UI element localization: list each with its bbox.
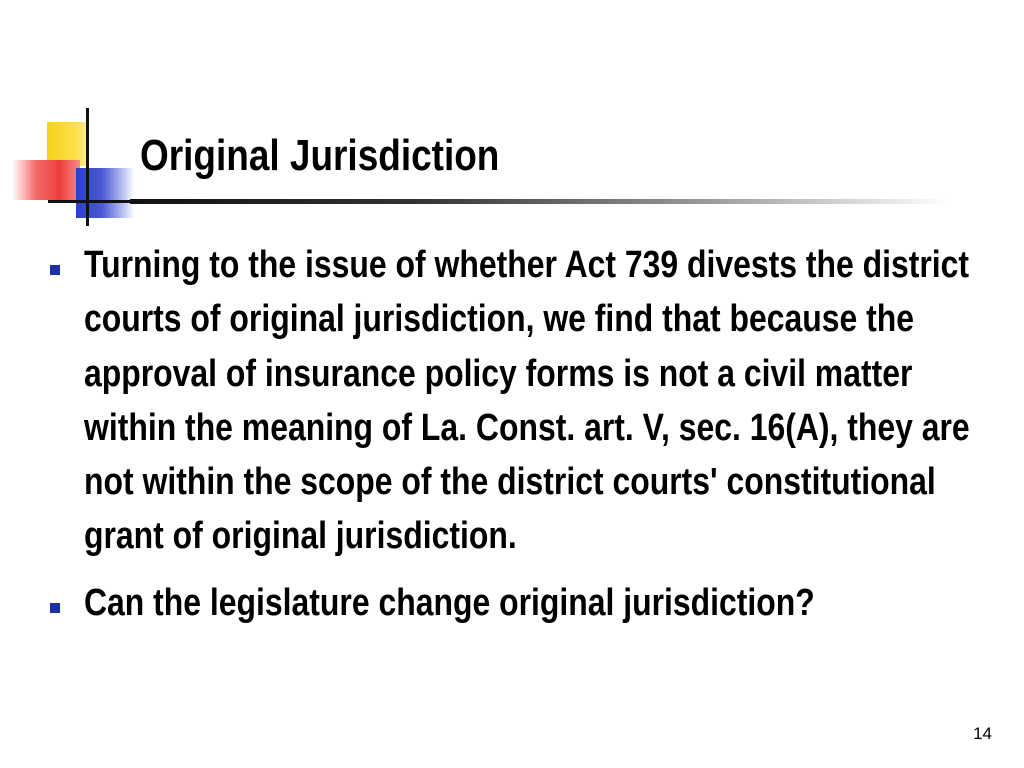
square-bullet-icon	[50, 265, 60, 275]
bullet-item	[42, 238, 982, 564]
bullet-item	[42, 576, 982, 630]
bullet-list	[42, 238, 982, 630]
bullet-text: Turning to the issue of whether Act 739 divests the district courts of original jurisdiction, we find that because the approval of insurance policy forms is not a civil matter within the meaning of La. Const. art. V, sec. 16(A), they are not within the scope of the district courts' constitutional grant of original jurisdiction.	[84, 244, 970, 558]
red-square-decoration	[12, 160, 80, 200]
title-underline-rule	[130, 199, 950, 204]
slide-title: Original Jurisdiction	[140, 131, 500, 180]
square-bullet-icon	[50, 603, 60, 613]
decorative-logo-squares	[0, 0, 150, 240]
bullet-text: Can the legislature change original jurisdiction?	[84, 581, 815, 624]
page-number: 14	[973, 724, 992, 743]
blue-square-decoration	[76, 168, 134, 218]
vertical-line-decoration	[86, 108, 89, 226]
